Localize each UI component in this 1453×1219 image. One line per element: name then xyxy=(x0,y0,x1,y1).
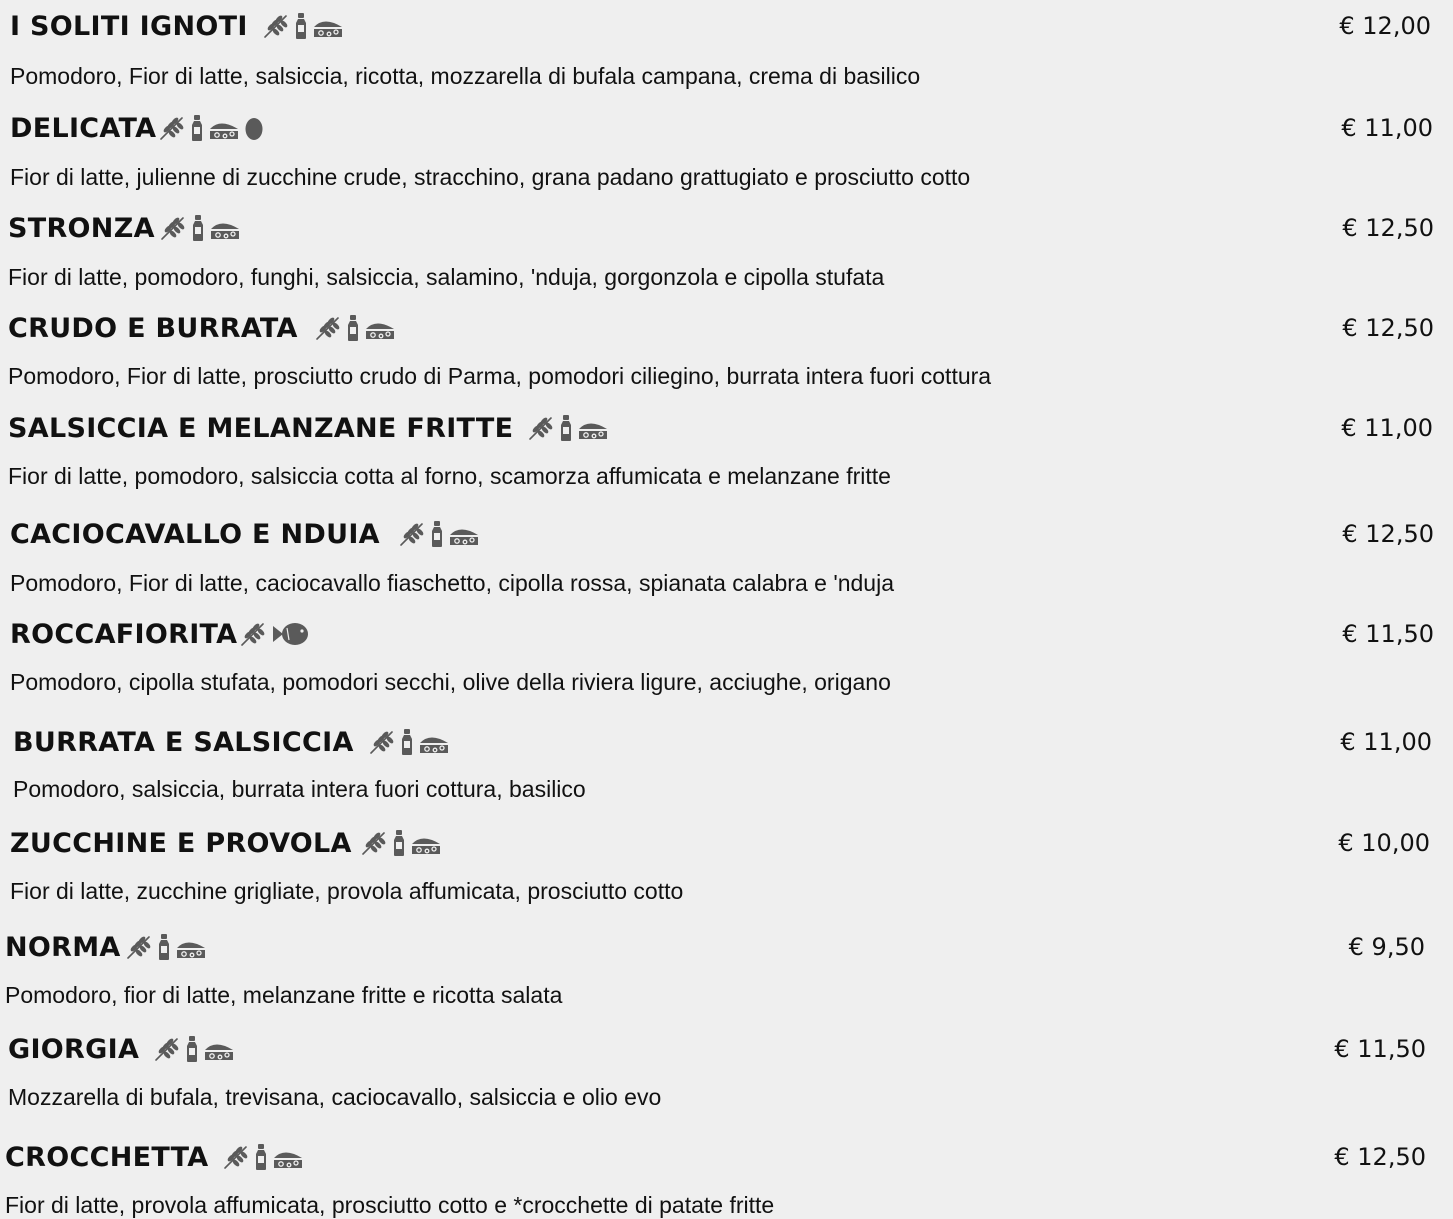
egg-icon xyxy=(244,115,264,141)
item-description: Pomodoro, Fior di latte, caciocavallo fiaschetto, cipolla rossa, spianata calabra e 'nduja xyxy=(10,570,894,596)
item-name: GIORGIA xyxy=(8,1033,140,1065)
item-name: SALSICCIA E MELANZANE FRITTE xyxy=(8,412,514,444)
item-price: € 12,50 xyxy=(1334,1143,1426,1171)
allergen-icons xyxy=(368,728,450,756)
item-description: Pomodoro, Fior di latte, salsiccia, ricotta, mozzarella di bufala campana, crema di basilico xyxy=(10,63,921,89)
item-description: Pomodoro, salsiccia, burrata intera fuori cottura, basilico xyxy=(13,776,586,802)
allergen-icons xyxy=(222,1143,304,1171)
wheat-icon xyxy=(222,1144,250,1170)
item-header xyxy=(5,929,207,965)
item-name: I SOLITI IGNOTI xyxy=(10,10,248,42)
wheat-icon xyxy=(125,934,153,960)
milk-bottle-icon xyxy=(254,1143,268,1171)
item-name: BURRATA E SALSICCIA xyxy=(13,726,354,758)
allergen-icons xyxy=(527,414,609,442)
item-price: € 11,00 xyxy=(1341,114,1433,142)
item-header xyxy=(8,1031,235,1067)
allergen-icons xyxy=(262,12,344,40)
wheat-icon xyxy=(368,729,396,755)
wheat-icon xyxy=(153,1036,181,1062)
cheese-icon xyxy=(577,416,609,440)
item-header xyxy=(10,110,264,146)
item-name: CACIOCAVALLO E NDUIA xyxy=(10,518,380,550)
item-description: Fior di latte, pomodoro, salsiccia cotta al forno, scamorza affumicata e melanzane fritte xyxy=(8,463,891,489)
fish-icon xyxy=(271,620,311,648)
milk-bottle-icon xyxy=(400,728,414,756)
item-description: Fior di latte, zucchine grigliate, provola affumicata, prosciutto cotto xyxy=(10,878,684,904)
item-name: STRONZA xyxy=(8,212,155,244)
item-price: € 12,50 xyxy=(1342,520,1434,548)
cheese-icon xyxy=(410,831,442,855)
cheese-icon xyxy=(364,316,396,340)
item-header xyxy=(10,516,480,552)
allergen-icons xyxy=(239,620,311,648)
item-description: Pomodoro, cipolla stufata, pomodori secchi, olive della riviera ligure, acciughe, origano xyxy=(10,669,891,695)
item-header xyxy=(10,8,344,44)
item-price: € 10,00 xyxy=(1338,829,1430,857)
item-price: € 12,00 xyxy=(1339,12,1431,40)
wheat-icon xyxy=(527,415,555,441)
cheese-icon xyxy=(209,216,241,240)
wheat-icon xyxy=(262,13,290,39)
item-description: Mozzarella di bufala, trevisana, caciocavallo, salsiccia e olio evo xyxy=(8,1084,662,1110)
cheese-icon xyxy=(203,1037,235,1061)
item-header xyxy=(5,1139,304,1175)
item-description: Fior di latte, pomodoro, funghi, salsiccia, salamino, 'nduja, gorgonzola e cipolla stufata xyxy=(8,264,885,290)
item-name: ROCCAFIORITA xyxy=(10,618,238,650)
item-description: Pomodoro, fior di latte, melanzane fritte e ricotta salata xyxy=(5,982,563,1008)
cheese-icon xyxy=(312,14,344,38)
item-price: € 12,50 xyxy=(1342,214,1434,242)
allergen-icons xyxy=(153,1035,235,1063)
milk-bottle-icon xyxy=(294,12,308,40)
item-name: ZUCCHINE E PROVOLA xyxy=(10,827,352,859)
item-header xyxy=(8,310,396,346)
item-price: € 11,50 xyxy=(1334,1035,1426,1063)
item-name: NORMA xyxy=(5,931,121,963)
allergen-icons xyxy=(158,114,264,142)
milk-bottle-icon xyxy=(190,114,204,142)
item-price: € 11,00 xyxy=(1341,414,1433,442)
allergen-icons xyxy=(398,520,480,548)
item-description: Fior di latte, julienne di zucchine crude, stracchino, grana padano grattugiato e prosciutto cotto xyxy=(10,164,971,190)
milk-bottle-icon xyxy=(430,520,444,548)
cheese-icon xyxy=(272,1145,304,1169)
item-name: CRUDO E BURRATA xyxy=(8,312,298,344)
item-price: € 11,00 xyxy=(1340,728,1432,756)
item-header xyxy=(10,825,442,861)
cheese-icon xyxy=(448,522,480,546)
item-header xyxy=(13,724,450,760)
cheese-icon xyxy=(175,935,207,959)
cheese-icon xyxy=(208,116,240,140)
item-price: € 9,50 xyxy=(1348,933,1425,961)
item-description: Fior di latte, provola affumicata, prosciutto cotto e *crocchette di patate fritte xyxy=(5,1192,775,1218)
milk-bottle-icon xyxy=(157,933,171,961)
wheat-icon xyxy=(398,521,426,547)
milk-bottle-icon xyxy=(559,414,573,442)
item-header xyxy=(8,210,241,246)
wheat-icon xyxy=(360,830,388,856)
item-price: € 11,50 xyxy=(1342,620,1434,648)
item-price: € 12,50 xyxy=(1342,314,1434,342)
item-name: CROCCHETTA xyxy=(5,1141,209,1173)
wheat-icon xyxy=(159,215,187,241)
item-description: Pomodoro, Fior di latte, prosciutto crudo di Parma, pomodori ciliegino, burrata intera fuori cottura xyxy=(8,363,992,389)
milk-bottle-icon xyxy=(346,314,360,342)
cheese-icon xyxy=(418,730,450,754)
item-header xyxy=(8,410,609,446)
milk-bottle-icon xyxy=(191,214,205,242)
allergen-icons xyxy=(125,933,207,961)
item-name: DELICATA xyxy=(10,112,157,144)
wheat-icon xyxy=(314,315,342,341)
wheat-icon xyxy=(158,115,186,141)
allergen-icons xyxy=(159,214,241,242)
milk-bottle-icon xyxy=(392,829,406,857)
item-header xyxy=(10,616,311,652)
wheat-icon xyxy=(239,621,267,647)
allergen-icons xyxy=(360,829,442,857)
allergen-icons xyxy=(314,314,396,342)
milk-bottle-icon xyxy=(185,1035,199,1063)
